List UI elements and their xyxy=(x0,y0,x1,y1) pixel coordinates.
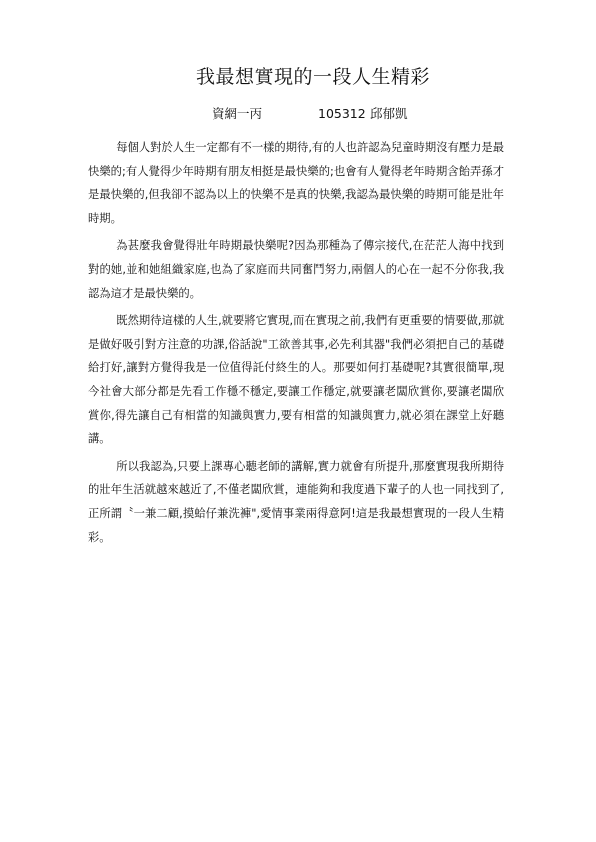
paragraph-4: 所以我認為,只要上課專心聽老師的講解,實力就會有所提升,那麼實現我所期待的壯年生活就越來越近了,不僅老闆欣賞，連能夠和我度過下輩子的人也一同找到了,正所謂〝一兼二顧,摸蛤仔兼洗褲",愛情事業兩得意阿!這是我最想實現的一段人生精彩。 xyxy=(88,459,504,544)
byline-student-name: 邱郁凱 xyxy=(370,106,408,121)
paragraph-3: 既然期待這樣的人生,就要將它實現,而在實現之前,我們有更重要的情要做,那就是做好吸引對方注意的功課,俗話說"工欲善其事,必先利其器"我們必須把自己的基礎給打好,讓對方覺得我是一位值得託付終生的人。那要如何打基礎呢?其實很簡單,現今社會大部分都是先看工作穩不穩定,要讓工作穩定,就要讓老闆欣賞你,要讓老闆欣賞你,得先讓自己有相當的知識與實力,要有相當的知識與實力,就必須在課堂上好聽講。 xyxy=(88,314,504,446)
byline-class-name: 資網一丙 xyxy=(212,106,263,121)
paragraph-1: 每個人對於人生一定都有不一樣的期待,有的人也許認為兒童時期沒有壓力是最快樂的;有人覺得少年時期有朋友相挺是最快樂的;也會有人覺得老年時期含飴弄孫才是最快樂的,但我卻不認為以上的快樂不是真的快樂,我認為最快樂的時期可能是壯年時期。 xyxy=(88,141,504,225)
document-title: 我最想實現的一段人生精彩 xyxy=(195,66,430,88)
byline-student-id: 105312 xyxy=(318,106,366,121)
paragraph-2: 為甚麼我會覺得壯年時期最快樂呢?因為那種為了傳宗接代,在茫茫人海中找到對的她,並和她組織家庭,也為了家庭而共同奮鬥努力,兩個人的心在一起不分你我,我認為這才是最快樂的。 xyxy=(88,239,504,300)
document-body xyxy=(88,136,504,553)
byline xyxy=(0,104,596,124)
